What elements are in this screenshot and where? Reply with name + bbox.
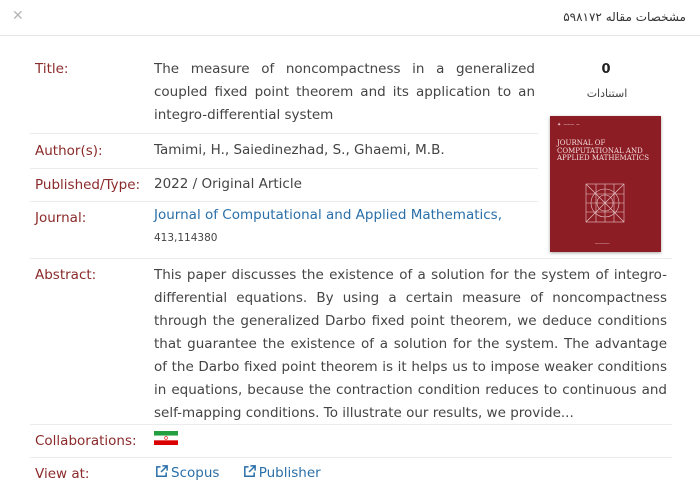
abstract-label: Abstract:: [35, 267, 97, 283]
divider: [30, 457, 672, 458]
published-label: Published/Type:: [35, 177, 141, 193]
divider: [30, 201, 538, 202]
collaborations-label: Collaborations:: [35, 433, 137, 449]
scopus-link[interactable]: [154, 465, 224, 481]
modal-title: مشخصات مقاله ۵۹۸۱۷۲: [563, 10, 686, 24]
cover-journal-name: JOURNAL OF COMPUTATIONAL AND APPLIED MATHEMATICS: [557, 139, 649, 162]
journal-label: Journal:: [35, 210, 87, 226]
journal-cover-image: [550, 116, 661, 252]
article-authors: Tamimi, H., Saiedinezhad, S., Ghaemi, M.B.: [154, 142, 445, 158]
publisher-link[interactable]: [242, 465, 321, 481]
close-icon[interactable]: ✕: [12, 8, 24, 24]
journal-volume: 413,114380: [154, 232, 218, 244]
divider: [30, 424, 672, 425]
article-abstract: This paper discusses the existence of a solution for the system of integro-differential equations. By using a certain measure of noncompactness through the generalized Darbo fixed point theorem, we deduce conditions that guarantee the existence of a solution for the system. The advantage of the Darbo fixed point theorem is it helps us to impose weaker conditions in equations, because the contraction condition reduces to continuous and self-mapping conditions. To illustrate our results, we provide...: [154, 267, 667, 421]
external-links: [154, 464, 339, 481]
divider: [30, 258, 672, 259]
iran-flag-icon: [154, 431, 178, 445]
article-published-type: 2022 / Original Article: [154, 176, 302, 192]
external-link-icon: [154, 464, 169, 479]
cover-footer-mark: ──────: [595, 241, 610, 246]
modal-header: [0, 0, 700, 36]
citation-label: استنادات: [586, 87, 628, 100]
divider: [30, 168, 538, 169]
article-title: The measure of noncompactness in a generalized coupled fixed point theorem and its application to an integro-differential system: [154, 61, 535, 123]
scopus-link-label: Scopus: [171, 465, 220, 481]
citation-count: 0: [601, 62, 611, 77]
title-label: Title:: [35, 61, 69, 77]
external-link-icon: [242, 464, 257, 479]
cover-publisher-mark: ✦ ─── ─: [557, 122, 580, 128]
cover-artwork: [580, 178, 630, 228]
authors-label: Author(s):: [35, 143, 103, 159]
journal-link[interactable]: Journal of Computational and Applied Mathematics,: [154, 207, 503, 223]
divider: [30, 133, 538, 134]
publisher-link-label: Publisher: [258, 465, 321, 481]
view-at-label: View at:: [35, 466, 90, 482]
